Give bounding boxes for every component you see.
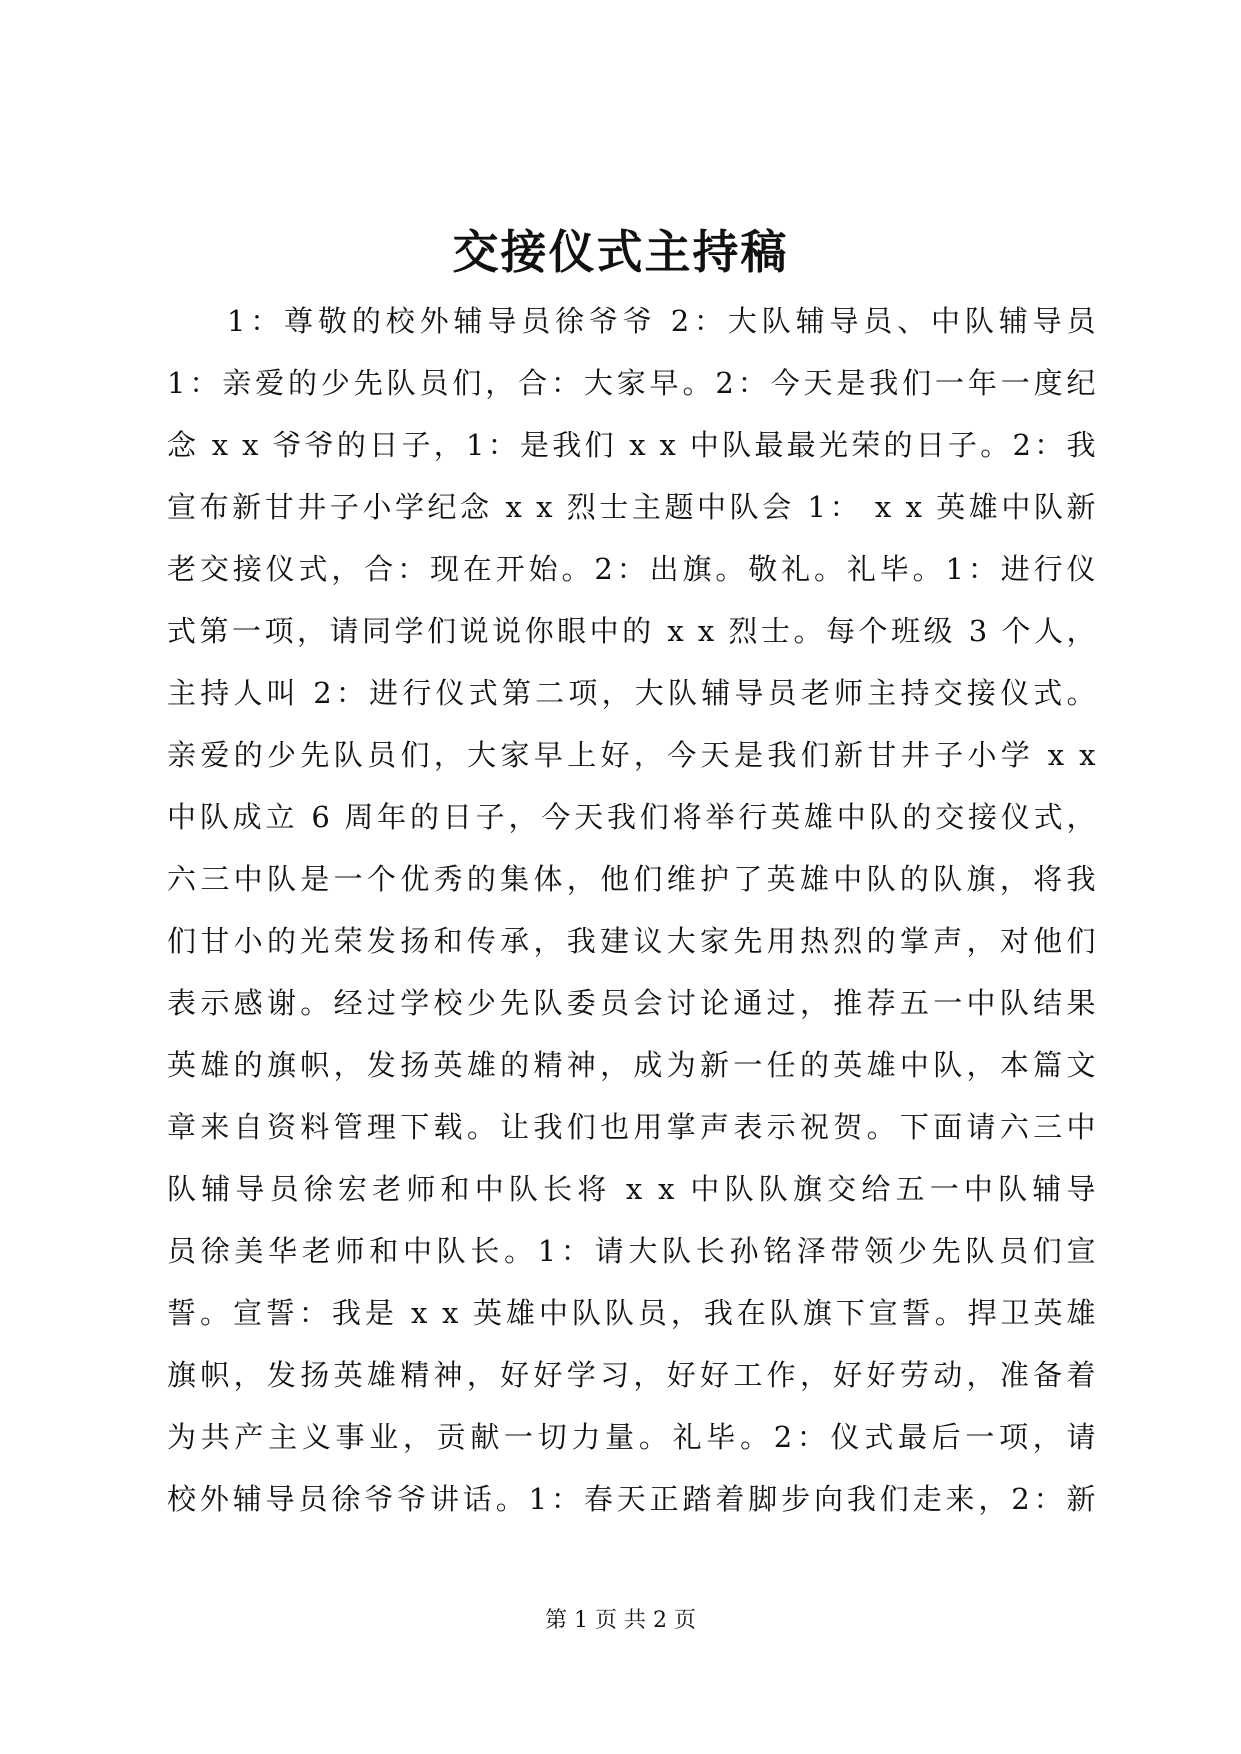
document-title: 交接仪式主持稿 [452,225,789,279]
body-line: 旗帜，发扬英雄精神，好好学习，好好工作，好好劳动，准备着 [167,1358,1097,1392]
body-line: 式第一项，请同学们说说你眼中的 x x 烈士。每个班级 3 个人， [167,614,1097,648]
body-line: 主持人叫 2：进行仪式第二项，大队辅导员老师主持交接仪式。 [167,676,1097,710]
body-line: 表示感谢。经过学校少先队委员会讨论通过，推荐五一中队结果 [167,986,1097,1020]
body-line: 们甘小的光荣发扬和传承，我建议大家先用热烈的掌声，对他们 [167,924,1097,958]
body-line: 为共产主义事业，贡献一切力量。礼毕。2：仪式最后一项，请 [167,1420,1097,1454]
body-line: 员徐美华老师和中队长。1：请大队长孙铭泽带领少先队员们宣 [167,1234,1097,1268]
body-line: 六三中队是一个优秀的集体，他们维护了英雄中队的队旗，将我 [167,862,1097,896]
body-line: 英雄的旗帜，发扬英雄的精神，成为新一任的英雄中队，本篇文 [167,1048,1097,1082]
body-line: 亲爱的少先队员们，大家早上好，今天是我们新甘井子小学 x x [167,738,1097,772]
body-line: 1：亲爱的少先队员们，合：大家早。2：今天是我们一年一度纪 [167,366,1097,400]
document-body [167,290,1097,1530]
body-line: 1：尊敬的校外辅导员徐爷爷 2：大队辅导员、中队辅导员 [227,304,1097,338]
page-number-footer: 第 1 页 共 2 页 [545,1608,696,1633]
body-line: 中队成立 6 周年的日子，今天我们将举行英雄中队的交接仪式， [167,800,1097,834]
body-line: 队辅导员徐宏老师和中队长将 x x 中队队旗交给五一中队辅导 [167,1172,1097,1206]
body-line: 宣布新甘井子小学纪念 x x 烈士主题中队会 1： x x 英雄中队新 [167,490,1097,524]
body-line: 念 x x 爷爷的日子，1：是我们 x x 中队最最光荣的日子。2：我 [167,428,1097,462]
body-line: 章来自资料管理下载。让我们也用掌声表示祝贺。下面请六三中 [167,1110,1097,1144]
body-line: 老交接仪式，合：现在开始。2：出旗。敬礼。礼毕。1：进行仪 [167,552,1097,586]
body-line: 校外辅导员徐爷爷讲话。1：春天正踏着脚步向我们走来，2：新 [167,1482,1097,1516]
body-line: 誓。宣誓：我是 x x 英雄中队队员，我在队旗下宣誓。捍卫英雄 [167,1296,1097,1330]
